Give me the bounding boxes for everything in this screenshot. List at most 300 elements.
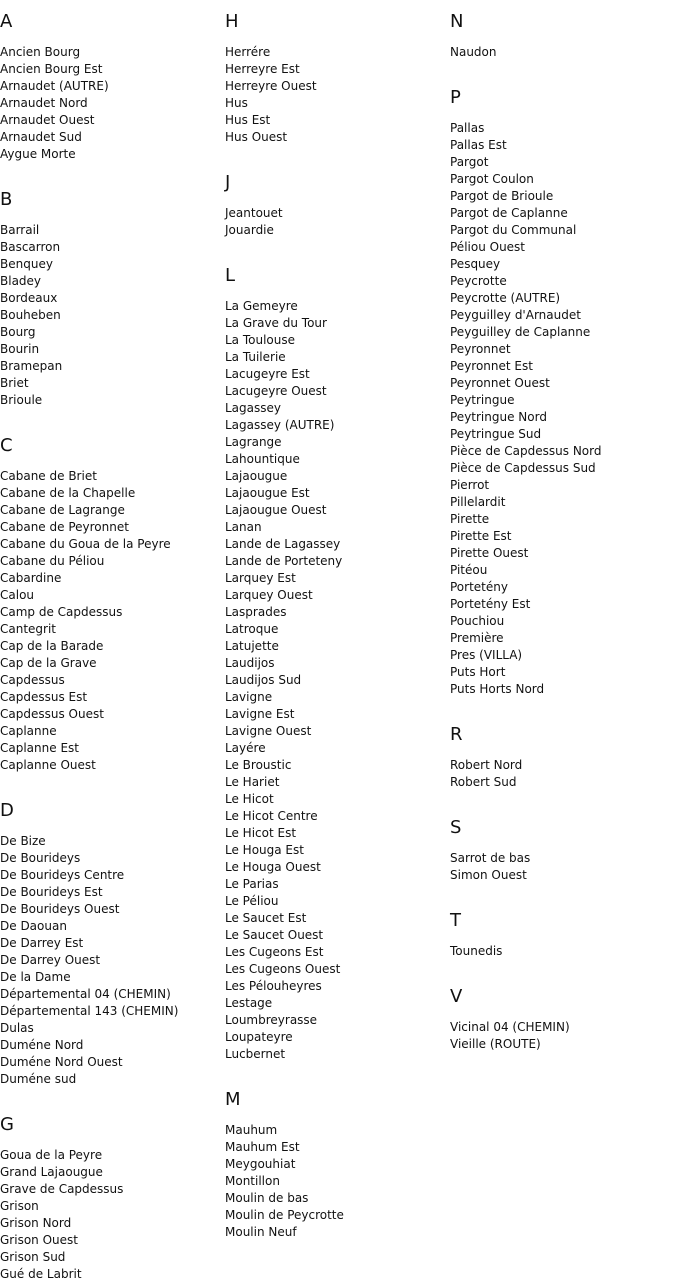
letter-group-j bbox=[225, 172, 450, 239]
letter-group-m bbox=[225, 1089, 450, 1241]
street-list-item bbox=[0, 1266, 225, 1283]
street-link-lavigne-est[interactable]: Lavigne Est bbox=[225, 707, 295, 721]
street-link-la-toulouse[interactable]: La Toulouse bbox=[225, 333, 296, 347]
street-list-item bbox=[225, 944, 450, 961]
street-link-jeantouet[interactable]: Jeantouet bbox=[225, 206, 283, 220]
street-link-dumene-sud[interactable]: Duméne sud bbox=[0, 1072, 77, 1086]
letter-heading: G bbox=[0, 1114, 14, 1135]
street-link-loumbreyrasse[interactable]: Loumbreyrasse bbox=[225, 1013, 318, 1027]
street-link-peyronnet-est[interactable]: Peyronnet Est bbox=[450, 359, 533, 373]
street-list-item bbox=[225, 604, 450, 621]
street-list-item bbox=[0, 723, 225, 740]
street-link-latujette[interactable]: Latujette bbox=[225, 639, 279, 653]
street-link-cap-de-la-barade[interactable]: Cap de la Barade bbox=[0, 639, 104, 653]
street-list-item bbox=[225, 315, 450, 332]
street-link-pargot-du-communal[interactable]: Pargot du Communal bbox=[450, 223, 577, 237]
street-link-peytringue-sud[interactable]: Peytringue Sud bbox=[450, 427, 542, 441]
street-link-benquey[interactable]: Benquey bbox=[0, 257, 53, 271]
street-list-item bbox=[450, 867, 675, 884]
street-list-item bbox=[0, 1181, 225, 1198]
street-link-pirette-est[interactable]: Pirette Est bbox=[450, 529, 512, 543]
street-link-le-saucet-ouest[interactable]: Le Saucet Ouest bbox=[225, 928, 324, 942]
street-link-lacugeyre-est[interactable]: Lacugeyre Est bbox=[225, 367, 310, 381]
street-list-item bbox=[0, 757, 225, 774]
street-list-item bbox=[225, 995, 450, 1012]
street-list-item bbox=[225, 706, 450, 723]
street-link-bordeaux[interactable]: Bordeaux bbox=[0, 291, 58, 305]
street-link-le-hariet[interactable]: Le Hariet bbox=[225, 775, 280, 789]
street-link-lagassey[interactable]: Lagassey bbox=[225, 401, 281, 415]
street-list-item bbox=[0, 867, 225, 884]
street-link-lahountique[interactable]: Lahountique bbox=[225, 452, 300, 466]
street-link-cabardine[interactable]: Cabardine bbox=[0, 571, 62, 585]
letter-heading: D bbox=[0, 800, 14, 821]
street-list-item bbox=[0, 519, 225, 536]
street-link-pargot-de-brioule[interactable]: Pargot de Brioule bbox=[450, 189, 554, 203]
street-link-vicinal-04-chemin[interactable]: Vicinal 04 (CHEMIN) bbox=[450, 1020, 570, 1034]
street-list-item bbox=[450, 341, 675, 358]
street-list-item bbox=[225, 587, 450, 604]
street-list-item bbox=[0, 850, 225, 867]
street-link-cabane-du-peliou[interactable]: Cabane du Péliou bbox=[0, 554, 105, 568]
street-link-de-darrey-est[interactable]: De Darrey Est bbox=[0, 936, 84, 950]
street-link-cabane-de-briet[interactable]: Cabane de Briet bbox=[0, 469, 97, 483]
street-list-item bbox=[0, 706, 225, 723]
street-link-peyguilley-de-caplanne[interactable]: Peyguilley de Caplanne bbox=[450, 325, 591, 339]
street-link-pirette[interactable]: Pirette bbox=[450, 512, 490, 526]
letter-heading: P bbox=[450, 87, 461, 108]
letter-group-d bbox=[0, 800, 225, 1088]
street-link-moulin-neuf[interactable]: Moulin Neuf bbox=[225, 1225, 297, 1239]
street-list-item bbox=[0, 621, 225, 638]
street-link-pargot-coulon[interactable]: Pargot Coulon bbox=[450, 172, 534, 186]
street-link-pallas-est[interactable]: Pallas Est bbox=[450, 138, 507, 152]
street-list-item bbox=[0, 239, 225, 256]
street-link-capdessus[interactable]: Capdessus bbox=[0, 673, 65, 687]
street-link-robert-nord[interactable]: Robert Nord bbox=[450, 758, 523, 772]
street-link-larquey-est[interactable]: Larquey Est bbox=[225, 571, 296, 585]
street-list-item bbox=[450, 358, 675, 375]
street-link-peyronnet[interactable]: Peyronnet bbox=[450, 342, 511, 356]
street-link-de-bourideys-ouest[interactable]: De Bourideys Ouest bbox=[0, 902, 120, 916]
street-link-porteteny-est[interactable]: Portetény Est bbox=[450, 597, 531, 611]
street-link-grand-lajaougue[interactable]: Grand Lajaougue bbox=[0, 1165, 103, 1179]
street-list-item bbox=[225, 536, 450, 553]
street-list-item bbox=[0, 1232, 225, 1249]
street-list-item bbox=[0, 1249, 225, 1266]
street-link-dulas[interactable]: Dulas bbox=[0, 1021, 34, 1035]
street-list-item bbox=[225, 1224, 450, 1241]
street-link-hus-ouest[interactable]: Hus Ouest bbox=[225, 130, 288, 144]
street-list bbox=[450, 1019, 675, 1053]
street-list-item bbox=[225, 1046, 450, 1063]
street-link-ancien-bourg-est[interactable]: Ancien Bourg Est bbox=[0, 62, 103, 76]
street-link-capdessus-ouest[interactable]: Capdessus Ouest bbox=[0, 707, 104, 721]
street-list-item bbox=[225, 332, 450, 349]
letter-heading: A bbox=[0, 11, 13, 32]
street-list-item bbox=[0, 485, 225, 502]
street-link-porteteny[interactable]: Portetény bbox=[450, 580, 508, 594]
street-link-lavigne[interactable]: Lavigne bbox=[225, 690, 273, 704]
street-list-item bbox=[450, 290, 675, 307]
street-list-item bbox=[0, 1215, 225, 1232]
street-link-pouchiou[interactable]: Pouchiou bbox=[450, 614, 505, 628]
street-link-puts-horts-nord[interactable]: Puts Horts Nord bbox=[450, 682, 545, 696]
street-link-cap-de-la-grave[interactable]: Cap de la Grave bbox=[0, 656, 97, 670]
street-link-tounedis[interactable]: Tounedis bbox=[450, 944, 503, 958]
street-link-la-gemeyre[interactable]: La Gemeyre bbox=[225, 299, 298, 313]
street-list bbox=[450, 757, 675, 791]
street-list-item bbox=[225, 978, 450, 995]
letter-heading: N bbox=[450, 11, 464, 32]
letter-heading: J bbox=[225, 172, 231, 193]
street-link-de-daouan[interactable]: De Daouan bbox=[0, 919, 67, 933]
street-list-item bbox=[450, 426, 675, 443]
street-list-item bbox=[0, 78, 225, 95]
street-list-item bbox=[0, 884, 225, 901]
street-link-pallas[interactable]: Pallas bbox=[450, 121, 485, 135]
street-list-item bbox=[225, 842, 450, 859]
street-list-item bbox=[225, 1122, 450, 1139]
street-list bbox=[450, 120, 675, 698]
street-list-item bbox=[0, 689, 225, 706]
street-list-item bbox=[225, 638, 450, 655]
letter-group-n bbox=[450, 11, 675, 61]
street-link-lestage[interactable]: Lestage bbox=[225, 996, 273, 1010]
street-link-briet[interactable]: Briet bbox=[0, 376, 29, 390]
street-link-dumene-nord[interactable]: Duméne Nord bbox=[0, 1038, 84, 1052]
street-list-item bbox=[0, 918, 225, 935]
street-link-pillelardit[interactable]: Pillelardit bbox=[450, 495, 506, 509]
street-list bbox=[225, 1122, 450, 1241]
street-link-latroque[interactable]: Latroque bbox=[225, 622, 279, 636]
street-link-le-peliou[interactable]: Le Péliou bbox=[225, 894, 279, 908]
street-link-laudijos-sud[interactable]: Laudijos Sud bbox=[225, 673, 302, 687]
street-list-item bbox=[450, 545, 675, 562]
street-link-les-cugeons-ouest[interactable]: Les Cugeons Ouest bbox=[225, 962, 341, 976]
street-list-item bbox=[450, 943, 675, 960]
street-link-pesquey[interactable]: Pesquey bbox=[450, 257, 501, 271]
street-link-jouardie[interactable]: Jouardie bbox=[225, 223, 274, 237]
street-link-bouheben[interactable]: Bouheben bbox=[0, 308, 61, 322]
street-link-cantegrit[interactable]: Cantegrit bbox=[0, 622, 57, 636]
street-list-item bbox=[0, 740, 225, 757]
street-list-item bbox=[225, 740, 450, 757]
letter-heading: S bbox=[450, 817, 462, 838]
street-link-brioule[interactable]: Brioule bbox=[0, 393, 43, 407]
street-link-bramepan[interactable]: Bramepan bbox=[0, 359, 63, 373]
letter-group-g bbox=[0, 1114, 225, 1283]
street-list-item bbox=[0, 256, 225, 273]
street-list-item bbox=[225, 366, 450, 383]
street-list-item bbox=[225, 859, 450, 876]
letter-group-s bbox=[450, 817, 675, 884]
street-list-item bbox=[450, 188, 675, 205]
street-link-loupateyre[interactable]: Loupateyre bbox=[225, 1030, 293, 1044]
street-list bbox=[0, 468, 225, 774]
street-index-column-3 bbox=[450, 0, 675, 1053]
street-link-mauhum-est[interactable]: Mauhum Est bbox=[225, 1140, 300, 1154]
letter-heading: V bbox=[450, 986, 463, 1007]
street-list-item bbox=[225, 519, 450, 536]
street-link-vieille-route[interactable]: Vieille (ROUTE) bbox=[450, 1037, 541, 1051]
street-link-caplanne-ouest[interactable]: Caplanne Ouest bbox=[0, 758, 96, 772]
street-list bbox=[450, 850, 675, 884]
street-link-peytringue[interactable]: Peytringue bbox=[450, 393, 515, 407]
street-link-grison-sud[interactable]: Grison Sud bbox=[0, 1250, 66, 1264]
street-link-la-grave-du-tour[interactable]: La Grave du Tour bbox=[225, 316, 327, 330]
street-list-item bbox=[450, 664, 675, 681]
street-list-item bbox=[0, 375, 225, 392]
street-link-herreyre-ouest[interactable]: Herreyre Ouest bbox=[225, 79, 317, 93]
street-link-arnaudet-autre[interactable]: Arnaudet (AUTRE) bbox=[0, 79, 109, 93]
street-link-hus[interactable]: Hus bbox=[225, 96, 248, 110]
street-list-item bbox=[0, 655, 225, 672]
street-list-item bbox=[0, 638, 225, 655]
street-link-la-tuilerie[interactable]: La Tuilerie bbox=[225, 350, 286, 364]
street-link-lagrange[interactable]: Lagrange bbox=[225, 435, 282, 449]
letter-group-c bbox=[0, 435, 225, 774]
letter-group-h bbox=[225, 11, 450, 146]
street-list-item bbox=[225, 774, 450, 791]
street-link-pargot-de-caplanne[interactable]: Pargot de Caplanne bbox=[450, 206, 568, 220]
street-link-sarrot-de-bas[interactable]: Sarrot de bas bbox=[450, 851, 531, 865]
street-list-item bbox=[450, 613, 675, 630]
street-link-larquey-ouest[interactable]: Larquey Ouest bbox=[225, 588, 313, 602]
street-list-item bbox=[225, 553, 450, 570]
street-link-peycrotte-autre[interactable]: Peycrotte (AUTRE) bbox=[450, 291, 561, 305]
street-link-piteou[interactable]: Pitéou bbox=[450, 563, 488, 577]
street-link-lanan[interactable]: Lanan bbox=[225, 520, 262, 534]
street-link-robert-sud[interactable]: Robert Sud bbox=[450, 775, 517, 789]
street-list-item bbox=[450, 171, 675, 188]
street-list bbox=[0, 44, 225, 163]
street-list-item bbox=[0, 1003, 225, 1020]
street-list-item bbox=[0, 502, 225, 519]
street-link-grave-de-capdessus[interactable]: Grave de Capdessus bbox=[0, 1182, 124, 1196]
street-link-cabane-de-la-chapelle[interactable]: Cabane de la Chapelle bbox=[0, 486, 136, 500]
street-list-item bbox=[225, 95, 450, 112]
street-link-dumene-nord-ouest[interactable]: Duméne Nord Ouest bbox=[0, 1055, 123, 1069]
street-link-le-hicot[interactable]: Le Hicot bbox=[225, 792, 274, 806]
street-link-de-bourideys-est[interactable]: De Bourideys Est bbox=[0, 885, 103, 899]
street-link-lajaougue-est[interactable]: Lajaougue Est bbox=[225, 486, 310, 500]
street-link-naudon[interactable]: Naudon bbox=[450, 45, 497, 59]
street-link-le-houga-est[interactable]: Le Houga Est bbox=[225, 843, 304, 857]
street-list-item bbox=[225, 61, 450, 78]
street-link-de-darrey-ouest[interactable]: De Darrey Ouest bbox=[0, 953, 101, 967]
street-link-cabane-de-lagrange[interactable]: Cabane de Lagrange bbox=[0, 503, 125, 517]
street-link-lasprades[interactable]: Lasprades bbox=[225, 605, 287, 619]
street-list-item bbox=[0, 570, 225, 587]
street-list-item bbox=[225, 112, 450, 129]
street-link-grison-nord[interactable]: Grison Nord bbox=[0, 1216, 72, 1230]
street-link-ancien-bourg[interactable]: Ancien Bourg bbox=[0, 45, 81, 59]
street-list-item bbox=[0, 536, 225, 553]
street-link-lajaougue-ouest[interactable]: Lajaougue Ouest bbox=[225, 503, 327, 517]
street-link-arnaudet-nord[interactable]: Arnaudet Nord bbox=[0, 96, 88, 110]
letter-heading: B bbox=[0, 189, 13, 210]
street-link-gue-de-labrit[interactable]: Gué de Labrit bbox=[0, 1267, 82, 1281]
street-link-de-bourideys[interactable]: De Bourideys bbox=[0, 851, 81, 865]
street-link-caplanne-est[interactable]: Caplanne Est bbox=[0, 741, 79, 755]
street-link-departemental-143-chemin[interactable]: Départemental 143 (CHEMIN) bbox=[0, 1004, 179, 1018]
street-link-le-hicot-est[interactable]: Le Hicot Est bbox=[225, 826, 297, 840]
street-link-grison[interactable]: Grison bbox=[0, 1199, 39, 1213]
street-list-item bbox=[225, 205, 450, 222]
street-link-camp-de-capdessus[interactable]: Camp de Capdessus bbox=[0, 605, 123, 619]
street-link-de-bourideys-centre[interactable]: De Bourideys Centre bbox=[0, 868, 125, 882]
street-link-peytringue-nord[interactable]: Peytringue Nord bbox=[450, 410, 547, 424]
letter-group-v bbox=[450, 986, 675, 1053]
street-list-item bbox=[225, 893, 450, 910]
street-list-item bbox=[225, 689, 450, 706]
street-list-item bbox=[450, 443, 675, 460]
street-link-cabane-de-peyronnet[interactable]: Cabane de Peyronnet bbox=[0, 520, 129, 534]
street-list-item bbox=[450, 494, 675, 511]
street-link-grison-ouest[interactable]: Grison Ouest bbox=[0, 1233, 78, 1247]
street-link-lagassey-autre[interactable]: Lagassey (AUTRE) bbox=[225, 418, 335, 432]
street-link-arnaudet-sud[interactable]: Arnaudet Sud bbox=[0, 130, 82, 144]
street-link-le-broustic[interactable]: Le Broustic bbox=[225, 758, 292, 772]
street-link-lajaougue[interactable]: Lajaougue bbox=[225, 469, 288, 483]
street-list-item bbox=[450, 137, 675, 154]
street-link-les-pelouheyres[interactable]: Les Pélouheyres bbox=[225, 979, 322, 993]
street-list-item bbox=[0, 95, 225, 112]
street-list-item bbox=[0, 112, 225, 129]
street-link-goua-de-la-peyre[interactable]: Goua de la Peyre bbox=[0, 1148, 103, 1162]
street-list-item bbox=[450, 511, 675, 528]
street-link-lucbernet[interactable]: Lucbernet bbox=[225, 1047, 286, 1061]
street-link-peyguilley-d-arnaudet[interactable]: Peyguilley d'Arnaudet bbox=[450, 308, 581, 322]
street-list-item bbox=[0, 1054, 225, 1071]
street-link-arnaudet-ouest[interactable]: Arnaudet Ouest bbox=[0, 113, 95, 127]
street-link-moulin-de-peycrotte[interactable]: Moulin de Peycrotte bbox=[225, 1208, 344, 1222]
street-link-bascarron[interactable]: Bascarron bbox=[0, 240, 61, 254]
street-link-herrere[interactable]: Herrére bbox=[225, 45, 271, 59]
street-link-pargot[interactable]: Pargot bbox=[450, 155, 489, 169]
street-link-montillon[interactable]: Montillon bbox=[225, 1174, 280, 1188]
street-link-bladey[interactable]: Bladey bbox=[0, 274, 42, 288]
street-list-item bbox=[225, 451, 450, 468]
street-link-piece-de-capdessus-nord[interactable]: Pièce de Capdessus Nord bbox=[450, 444, 602, 458]
street-link-departemental-04-chemin[interactable]: Départemental 04 (CHEMIN) bbox=[0, 987, 171, 1001]
street-link-le-parias[interactable]: Le Parias bbox=[225, 877, 279, 891]
street-list-item bbox=[450, 273, 675, 290]
street-list-item bbox=[225, 655, 450, 672]
street-link-lande-de-porteteny[interactable]: Lande de Porteteny bbox=[225, 554, 343, 568]
street-list-item bbox=[225, 1173, 450, 1190]
street-list-item bbox=[450, 1019, 675, 1036]
street-list-item bbox=[225, 672, 450, 689]
street-list-item bbox=[0, 290, 225, 307]
street-link-peliou-ouest[interactable]: Péliou Ouest bbox=[450, 240, 526, 254]
letter-group-t bbox=[450, 910, 675, 960]
street-list-item bbox=[0, 392, 225, 409]
street-list-item bbox=[0, 146, 225, 163]
street-list-item bbox=[0, 1071, 225, 1088]
street-list-item bbox=[225, 298, 450, 315]
street-link-calou[interactable]: Calou bbox=[0, 588, 35, 602]
street-link-le-houga-ouest[interactable]: Le Houga Ouest bbox=[225, 860, 321, 874]
street-list-item bbox=[0, 952, 225, 969]
street-list-item bbox=[0, 324, 225, 341]
street-link-bourin[interactable]: Bourin bbox=[0, 342, 40, 356]
street-link-puts-hort[interactable]: Puts Hort bbox=[450, 665, 506, 679]
street-list-item bbox=[0, 129, 225, 146]
street-link-caplanne[interactable]: Caplanne bbox=[0, 724, 57, 738]
street-link-herreyre-est[interactable]: Herreyre Est bbox=[225, 62, 300, 76]
street-list-item bbox=[225, 876, 450, 893]
street-link-barrail[interactable]: Barrail bbox=[0, 223, 40, 237]
street-link-bourg[interactable]: Bourg bbox=[0, 325, 36, 339]
street-link-pres-villa[interactable]: Pres (VILLA) bbox=[450, 648, 523, 662]
street-link-meygouhiat[interactable]: Meygouhiat bbox=[225, 1157, 296, 1171]
street-link-capdessus-est[interactable]: Capdessus Est bbox=[0, 690, 88, 704]
street-link-de-la-dame[interactable]: De la Dame bbox=[0, 970, 71, 984]
letter-heading: M bbox=[225, 1089, 241, 1110]
street-link-pirette-ouest[interactable]: Pirette Ouest bbox=[450, 546, 529, 560]
street-list-item bbox=[450, 757, 675, 774]
street-list-item bbox=[225, 961, 450, 978]
street-list-item bbox=[0, 44, 225, 61]
street-list-item bbox=[450, 460, 675, 477]
street-list-item bbox=[0, 358, 225, 375]
street-list-item bbox=[0, 587, 225, 604]
letter-heading: T bbox=[450, 910, 461, 931]
street-list-item bbox=[225, 1029, 450, 1046]
street-list-item bbox=[0, 901, 225, 918]
street-list-item bbox=[0, 604, 225, 621]
street-list-item bbox=[225, 621, 450, 638]
street-list-item bbox=[225, 825, 450, 842]
street-list bbox=[0, 833, 225, 1088]
street-list-item bbox=[225, 1207, 450, 1224]
street-link-le-saucet-est[interactable]: Le Saucet Est bbox=[225, 911, 307, 925]
street-link-hus-est[interactable]: Hus Est bbox=[225, 113, 271, 127]
street-link-lavigne-ouest[interactable]: Lavigne Ouest bbox=[225, 724, 312, 738]
street-link-moulin-de-bas[interactable]: Moulin de bas bbox=[225, 1191, 309, 1205]
street-link-les-cugeons-est[interactable]: Les Cugeons Est bbox=[225, 945, 324, 959]
street-link-simon-ouest[interactable]: Simon Ouest bbox=[450, 868, 527, 882]
street-link-piece-de-capdessus-sud[interactable]: Pièce de Capdessus Sud bbox=[450, 461, 596, 475]
street-link-peyronnet-ouest[interactable]: Peyronnet Ouest bbox=[450, 376, 550, 390]
street-link-peycrotte[interactable]: Peycrotte bbox=[450, 274, 507, 288]
street-link-de-bize[interactable]: De Bize bbox=[0, 834, 46, 848]
street-list-item bbox=[0, 341, 225, 358]
street-list-item bbox=[450, 120, 675, 137]
street-index-column-1 bbox=[0, 0, 225, 1283]
street-link-laudijos[interactable]: Laudijos bbox=[225, 656, 275, 670]
street-link-mauhum[interactable]: Mauhum bbox=[225, 1123, 278, 1137]
street-link-aygue-morte[interactable]: Aygue Morte bbox=[0, 147, 76, 161]
street-list-item bbox=[0, 1037, 225, 1054]
street-link-lacugeyre-ouest[interactable]: Lacugeyre Ouest bbox=[225, 384, 327, 398]
street-link-premiere[interactable]: Première bbox=[450, 631, 504, 645]
street-list-item bbox=[225, 910, 450, 927]
street-link-lande-de-lagassey[interactable]: Lande de Lagassey bbox=[225, 537, 341, 551]
street-list-item bbox=[450, 477, 675, 494]
letter-group-r bbox=[450, 724, 675, 791]
street-link-cabane-du-goua-de-la-peyre[interactable]: Cabane du Goua de la Peyre bbox=[0, 537, 171, 551]
street-link-layere[interactable]: Layére bbox=[225, 741, 266, 755]
street-link-le-hicot-centre[interactable]: Le Hicot Centre bbox=[225, 809, 318, 823]
street-list-item bbox=[225, 417, 450, 434]
street-list-item bbox=[450, 409, 675, 426]
street-list-item bbox=[450, 256, 675, 273]
street-link-pierrot[interactable]: Pierrot bbox=[450, 478, 490, 492]
letter-group-l bbox=[225, 265, 450, 1063]
